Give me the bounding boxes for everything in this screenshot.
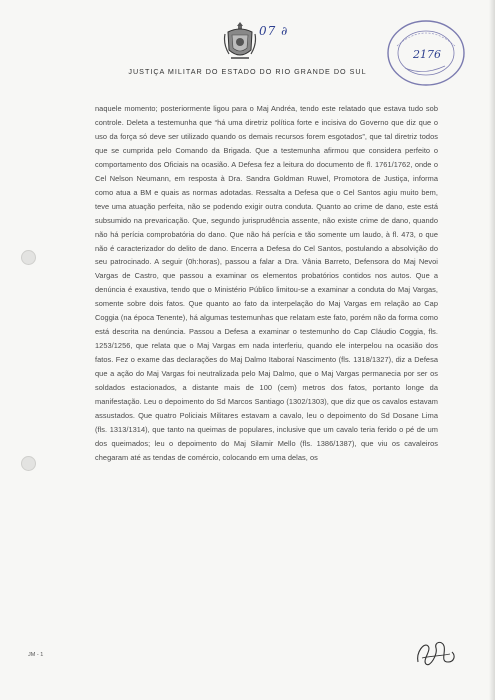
coat-of-arms-logo: [223, 20, 257, 64]
document-body: naquele momento; posteriormente ligou para o Maj Andréa, tendo este relatado que estava tudo sob controle. Deleta a testemunha que “há uma diretriz política forte e incisiva do Governo que diz que o uso da força só deve ser utilizado quando os demais recursos forem esgotados”, que tal diretriz todos que se cumprida pelo Comando da Brigada. Que a testemunha afirmou que considera perfeito o comportamento dos Oficiais na ocasião. A Defesa fez a leitura do documento de fl. 1761/1762, onde o Cel Nelson Neumann, em resposta à Dra. Sandra Goldman Ruwel, Promotora de Justiça, informa como atua a BM e quais as normas adotadas. Ressalta a Defesa que o Cel Santos agiu muito bem, teve uma atuação perfeita, não se podendo exigir outra conduta. Quanto ao crime de dano, este está subsumido na prevaricação. Que, segundo jurisprudência assente, não existe crime de dano, quando não há perícia comprobatória do dano. Que não há perícia e tão somente um laudo, à fl. 473, o que não é caracterizador do delito de dano. Encerra a Defesa do Cel Santos, postulando a absolvição do seu patrocinado. A seguir (0h:horas), passou a falar a Dra. Vânia Barreto, Defensora do Maj Nevoi Vargas de Castro, que passou a examinar os elementos probatórios contidos nos autos. Que a denúncia é exaustiva, tendo que o Ministério Público limitou-se a examinar a conduta do Maj Vargas, somente sobre dois fatos. Que quanto ao fato da interpelação do Maj Vargas em relação ao Cap Coggia (na época Tenente), há algumas testemunhas que relatam este fato, porém não da forma como está descrita na denúncia. Passou a Defesa a examinar o testemunho do Cap Cláudio Coggia, fls. 1253/1256, que relata que o Maj Vargas em nada interferiu, quando ele interpelou na ocasião dos fatos. Fez o exame das declarações do Maj Dalmo Itaboraí Nascimento (fls. 1318/1327), diz a Defesa que a ação do Maj Vargas foi neutralizada pelo Maj Dalmo, que o Maj Vargas permanecia por ser os soldados estacionados, a distante mais de 100 (cem) metros dos fatos, portanto longe da manifestação. Leu o depoimento do Sd Marcos Santiago (1302/1303), que diz que os cavalos estavam assustados. Que quatro Policiais Militares estavam a cavalo, leu o depoimento do Sd Dosane Lima (fls. 1313/1314), que tanto na queimas de populares, inclusive que um cavalo teria ferido o pé de um dos queimados; leu o depoimento do Maj Silamir Mello (fls. 1386/1387), que viu os cavaleiros chegaram até as tendas de comércio, colocando em uma delas, os: [95, 104, 438, 462]
handwritten-page-number: 07 ∂: [259, 24, 289, 38]
footer-code: JM - 1: [28, 652, 44, 658]
punch-hole-top: [21, 250, 36, 265]
signature: [410, 632, 460, 672]
institution-header: JUSTIÇA MILITAR DO ESTADO DO RIO GRANDE DO SUL: [128, 67, 367, 76]
punch-hole-bottom: [21, 456, 36, 471]
page-edge: [489, 0, 495, 700]
svg-text:2176: 2176: [413, 48, 441, 61]
court-stamp: [383, 16, 469, 90]
